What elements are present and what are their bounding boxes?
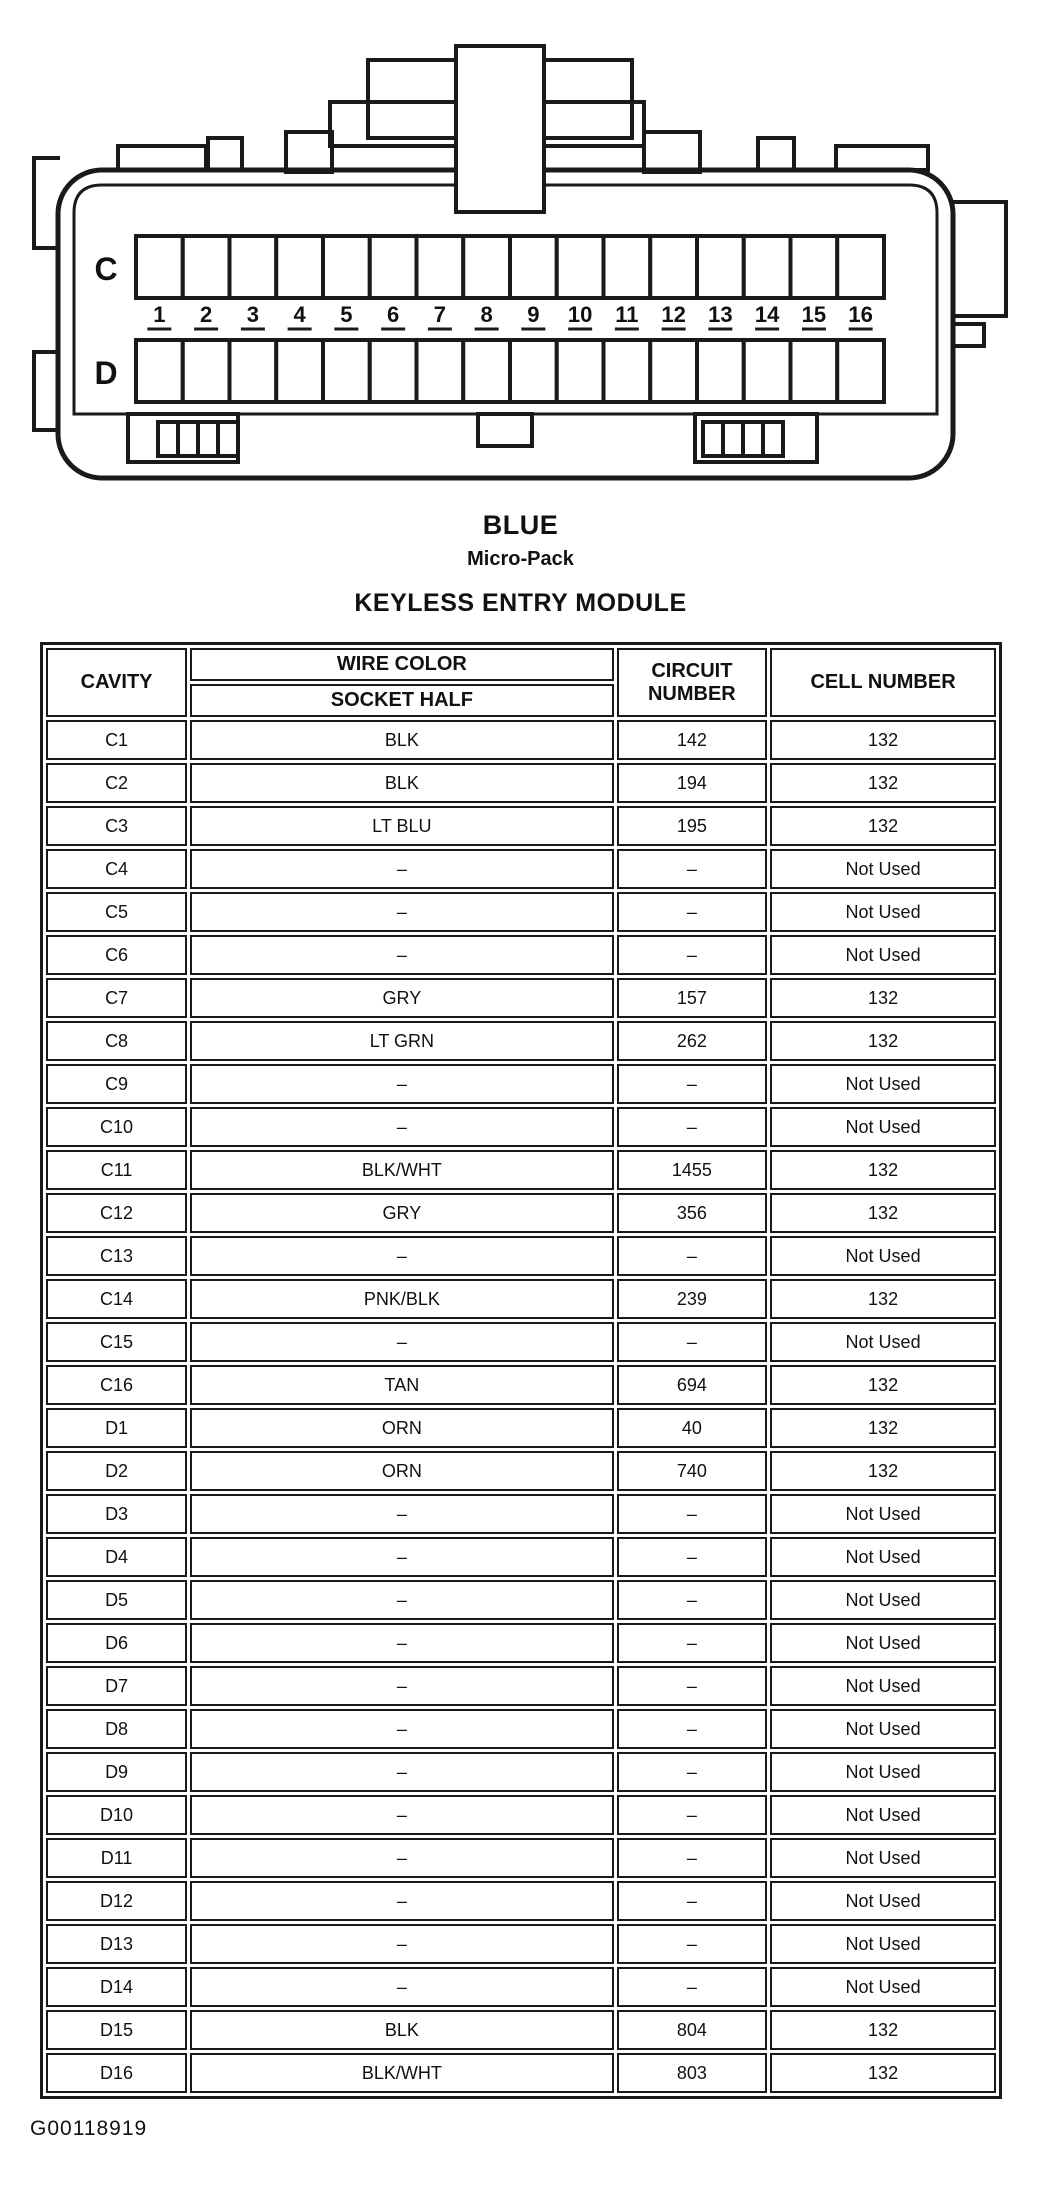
cavity-cell: D10 [46,1795,187,1835]
cavity-cell: D8 [46,1709,187,1749]
cavity-cell: D14 [46,1967,187,2007]
circuit-number-cell: – [617,892,768,932]
circuit-number-cell: – [617,1795,768,1835]
wire-color-cell: – [190,1623,613,1663]
wire-color-cell: – [190,1709,613,1749]
wire-color-cell: BLK/WHT [190,2053,613,2093]
pin-number-label: 8 [480,302,493,327]
cell-number-cell: Not Used [770,1838,996,1878]
pinout-row [46,2010,996,2050]
circuit-number-cell: – [617,1924,768,1964]
cavity-cell: D9 [46,1752,187,1792]
pinout-row [46,1150,996,1190]
circuit-number-cell: – [617,1623,768,1663]
cavity-cell: D7 [46,1666,187,1706]
cavity-cell: C4 [46,849,187,889]
cavity-cell: D6 [46,1623,187,1663]
connector-color-label: BLUE [482,510,559,540]
cavity-cell: C8 [46,1021,187,1061]
cell-number-cell: Not Used [770,1064,996,1104]
figure-id: G00118919 [30,2117,148,2140]
cell-number-cell: Not Used [770,849,996,889]
wire-color-cell: LT GRN [190,1021,613,1061]
pin-number-label: 6 [387,302,400,327]
pinout-row [46,1709,996,1749]
cell-number-cell: 132 [770,2053,996,2093]
pinout-row [46,1107,996,1147]
circuit-number-cell: – [617,935,768,975]
wire-color-cell: – [190,1666,613,1706]
pinout-row [46,978,996,1018]
cell-number-cell: 132 [770,978,996,1018]
circuit-number-cell: – [617,1580,768,1620]
circuit-number-cell: 1455 [617,1150,768,1190]
cavity-cell: C9 [46,1064,187,1104]
circuit-number-cell: – [617,1752,768,1792]
mounting-bracket-right [953,202,1006,346]
cavity-cell: C1 [46,720,187,760]
cavity-cell: C16 [46,1365,187,1405]
wire-color-cell: – [190,1580,613,1620]
cell-number-cell: Not Used [770,1537,996,1577]
cell-number-cell: 132 [770,763,996,803]
pin-number-label: 4 [293,302,306,327]
pin-number-label: 1 [153,302,166,327]
pin-number-label: 11 [615,302,639,327]
pin-number-label: 14 [754,302,780,327]
connector-series-label: Micro-Pack [467,548,574,570]
circuit-number-cell: 142 [617,720,768,760]
cell-number-cell: 132 [770,720,996,760]
wire-color-cell: GRY [190,1193,613,1233]
pin-number-label: 7 [433,302,447,327]
cell-number-cell: Not Used [770,1236,996,1276]
wire-color-cell: BLK [190,763,613,803]
cell-number-cell: 132 [770,1150,996,1190]
cell-number-cell: 132 [770,1279,996,1319]
circuit-number-cell: – [617,1967,768,2007]
cavity-cell: D1 [46,1408,187,1448]
wire-color-cell: – [190,1881,613,1921]
circuit-number-cell: – [617,849,768,889]
circuit-number-cell: – [617,1881,768,1921]
cell-number-cell: Not Used [770,935,996,975]
pin-number-label: 5 [340,302,353,327]
pinout-row [46,849,996,889]
cell-number-cell: Not Used [770,1709,996,1749]
header-wire-color: WIRE COLOR [190,648,613,681]
circuit-number-cell: 40 [617,1408,768,1448]
pin-number-label: 10 [567,302,593,327]
cell-number-cell: Not Used [770,892,996,932]
circuit-number-cell: 262 [617,1021,768,1061]
wire-color-cell: – [190,892,613,932]
wire-color-cell: GRY [190,978,613,1018]
pinout-row [46,2053,996,2093]
wire-color-cell: BLK [190,720,613,760]
circuit-number-cell: 194 [617,763,768,803]
wire-color-cell: – [190,1967,613,2007]
pinout-table-body [46,720,996,2093]
cavity-cell: D16 [46,2053,187,2093]
circuit-number-cell: 356 [617,1193,768,1233]
circuit-number-cell: – [617,1537,768,1577]
pinout-row [46,1752,996,1792]
connector-bottom-tabs [128,414,817,462]
pin-row-d [136,340,884,402]
pinout-row [46,1494,996,1534]
pinout-row [46,1881,996,1921]
cell-number-cell: 132 [770,1193,996,1233]
wire-color-cell: BLK [190,2010,613,2050]
pinout-row [46,1580,996,1620]
circuit-number-cell: – [617,1322,768,1362]
wire-color-cell: – [190,1322,613,1362]
circuit-number-cell: 804 [617,2010,768,2050]
cavity-cell: D13 [46,1924,187,1964]
wire-color-cell: PNK/BLK [190,1279,613,1319]
cavity-cell: D15 [46,2010,187,2050]
pinout-row [46,1236,996,1276]
pin-number-label: 3 [246,302,260,327]
pinout-row [46,1666,996,1706]
row-label-c: C [94,251,118,287]
circuit-number-cell: 694 [617,1365,768,1405]
cavity-cell: D11 [46,1838,187,1878]
cavity-cell: C15 [46,1322,187,1362]
pin-number-label: 16 [848,302,873,327]
cavity-cell: D12 [46,1881,187,1921]
pin-number-label: 9 [527,302,540,327]
wire-color-cell: – [190,1838,613,1878]
header-socket-half: SOCKET HALF [190,684,613,717]
cell-number-cell: Not Used [770,1666,996,1706]
wire-color-cell: – [190,1107,613,1147]
pinout-row [46,1279,996,1319]
wire-color-cell: TAN [190,1365,613,1405]
pinout-row [46,1537,996,1577]
cavity-cell: D5 [46,1580,187,1620]
cell-number-cell: 132 [770,1408,996,1448]
wire-color-cell: – [190,849,613,889]
cell-number-cell: Not Used [770,1752,996,1792]
cavity-cell: C11 [46,1150,187,1190]
connector-diagram [0,8,1041,508]
cell-number-cell: Not Used [770,1967,996,2007]
pin-numbers [147,302,872,329]
pinout-row [46,1451,996,1491]
header-cell-number: CELL NUMBER [770,648,996,717]
cell-number-cell: 132 [770,1451,996,1491]
pin-row-c [136,236,884,298]
wire-color-cell: – [190,1537,613,1577]
cavity-cell: C7 [46,978,187,1018]
pinout-row [46,1193,996,1233]
cell-number-cell: Not Used [770,1107,996,1147]
circuit-number-cell: – [617,1236,768,1276]
wire-color-cell: BLK/WHT [190,1150,613,1190]
pinout-row [46,1967,996,2007]
wire-color-cell: ORN [190,1451,613,1491]
circuit-number-cell: – [617,1709,768,1749]
wire-color-cell: – [190,1924,613,1964]
cell-number-cell: Not Used [770,1623,996,1663]
wire-color-cell: ORN [190,1408,613,1448]
mounting-bracket-left [34,158,58,430]
wire-color-cell: – [190,935,613,975]
wire-color-cell: LT BLU [190,806,613,846]
pin-number-label: 12 [661,302,686,327]
cavity-cell: C14 [46,1279,187,1319]
pinout-row [46,1365,996,1405]
cavity-cell: C5 [46,892,187,932]
pinout-row [46,806,996,846]
cavity-cell: C10 [46,1107,187,1147]
cell-number-cell: Not Used [770,1881,996,1921]
cavity-cell: C6 [46,935,187,975]
row-label-d: D [94,355,118,391]
pinout-row [46,935,996,975]
cell-number-cell: 132 [770,1365,996,1405]
cavity-cell: C2 [46,763,187,803]
pinout-row [46,720,996,760]
pin-number-label: 2 [200,302,213,327]
cell-number-cell: Not Used [770,1924,996,1964]
wire-color-cell: – [190,1236,613,1276]
pinout-row [46,1623,996,1663]
circuit-number-cell: – [617,1838,768,1878]
circuit-number-cell: – [617,1107,768,1147]
circuit-number-cell: 157 [617,978,768,1018]
circuit-number-cell: 740 [617,1451,768,1491]
circuit-number-cell: 239 [617,1279,768,1319]
wire-color-cell: – [190,1064,613,1104]
cavity-cell: D4 [46,1537,187,1577]
pin-number-label: 13 [708,302,733,327]
cavity-cell: D3 [46,1494,187,1534]
circuit-number-cell: 803 [617,2053,768,2093]
cell-number-cell: Not Used [770,1494,996,1534]
pinout-table-header [46,648,996,717]
cell-number-cell: 132 [770,2010,996,2050]
wire-color-cell: – [190,1795,613,1835]
pinout-row [46,1795,996,1835]
header-cavity: CAVITY [46,648,187,717]
module-title: KEYLESS ENTRY MODULE [354,589,687,617]
cavity-cell: C13 [46,1236,187,1276]
pinout-row [46,763,996,803]
pinout-row [46,1064,996,1104]
center-lock-tab [456,46,544,212]
header-circuit-number: CIRCUIT NUMBER [617,648,768,717]
pinout-row [46,1021,996,1061]
cavity-cell: C3 [46,806,187,846]
pinout-row [46,1924,996,1964]
cell-number-cell: Not Used [770,1322,996,1362]
pinout-table [40,642,1002,2099]
cavity-cell: C12 [46,1193,187,1233]
circuit-number-cell: – [617,1494,768,1534]
cell-number-cell: 132 [770,1021,996,1061]
wire-color-cell: – [190,1494,613,1534]
pinout-row [46,1322,996,1362]
wire-color-cell: – [190,1752,613,1792]
cell-number-cell: Not Used [770,1795,996,1835]
pinout-row [46,1838,996,1878]
pinout-row [46,1408,996,1448]
cell-number-cell: Not Used [770,1580,996,1620]
circuit-number-cell: – [617,1064,768,1104]
pinout-row [46,892,996,932]
pin-number-label: 15 [801,302,827,327]
circuit-number-cell: 195 [617,806,768,846]
cell-number-cell: 132 [770,806,996,846]
cavity-cell: D2 [46,1451,187,1491]
circuit-number-cell: – [617,1666,768,1706]
